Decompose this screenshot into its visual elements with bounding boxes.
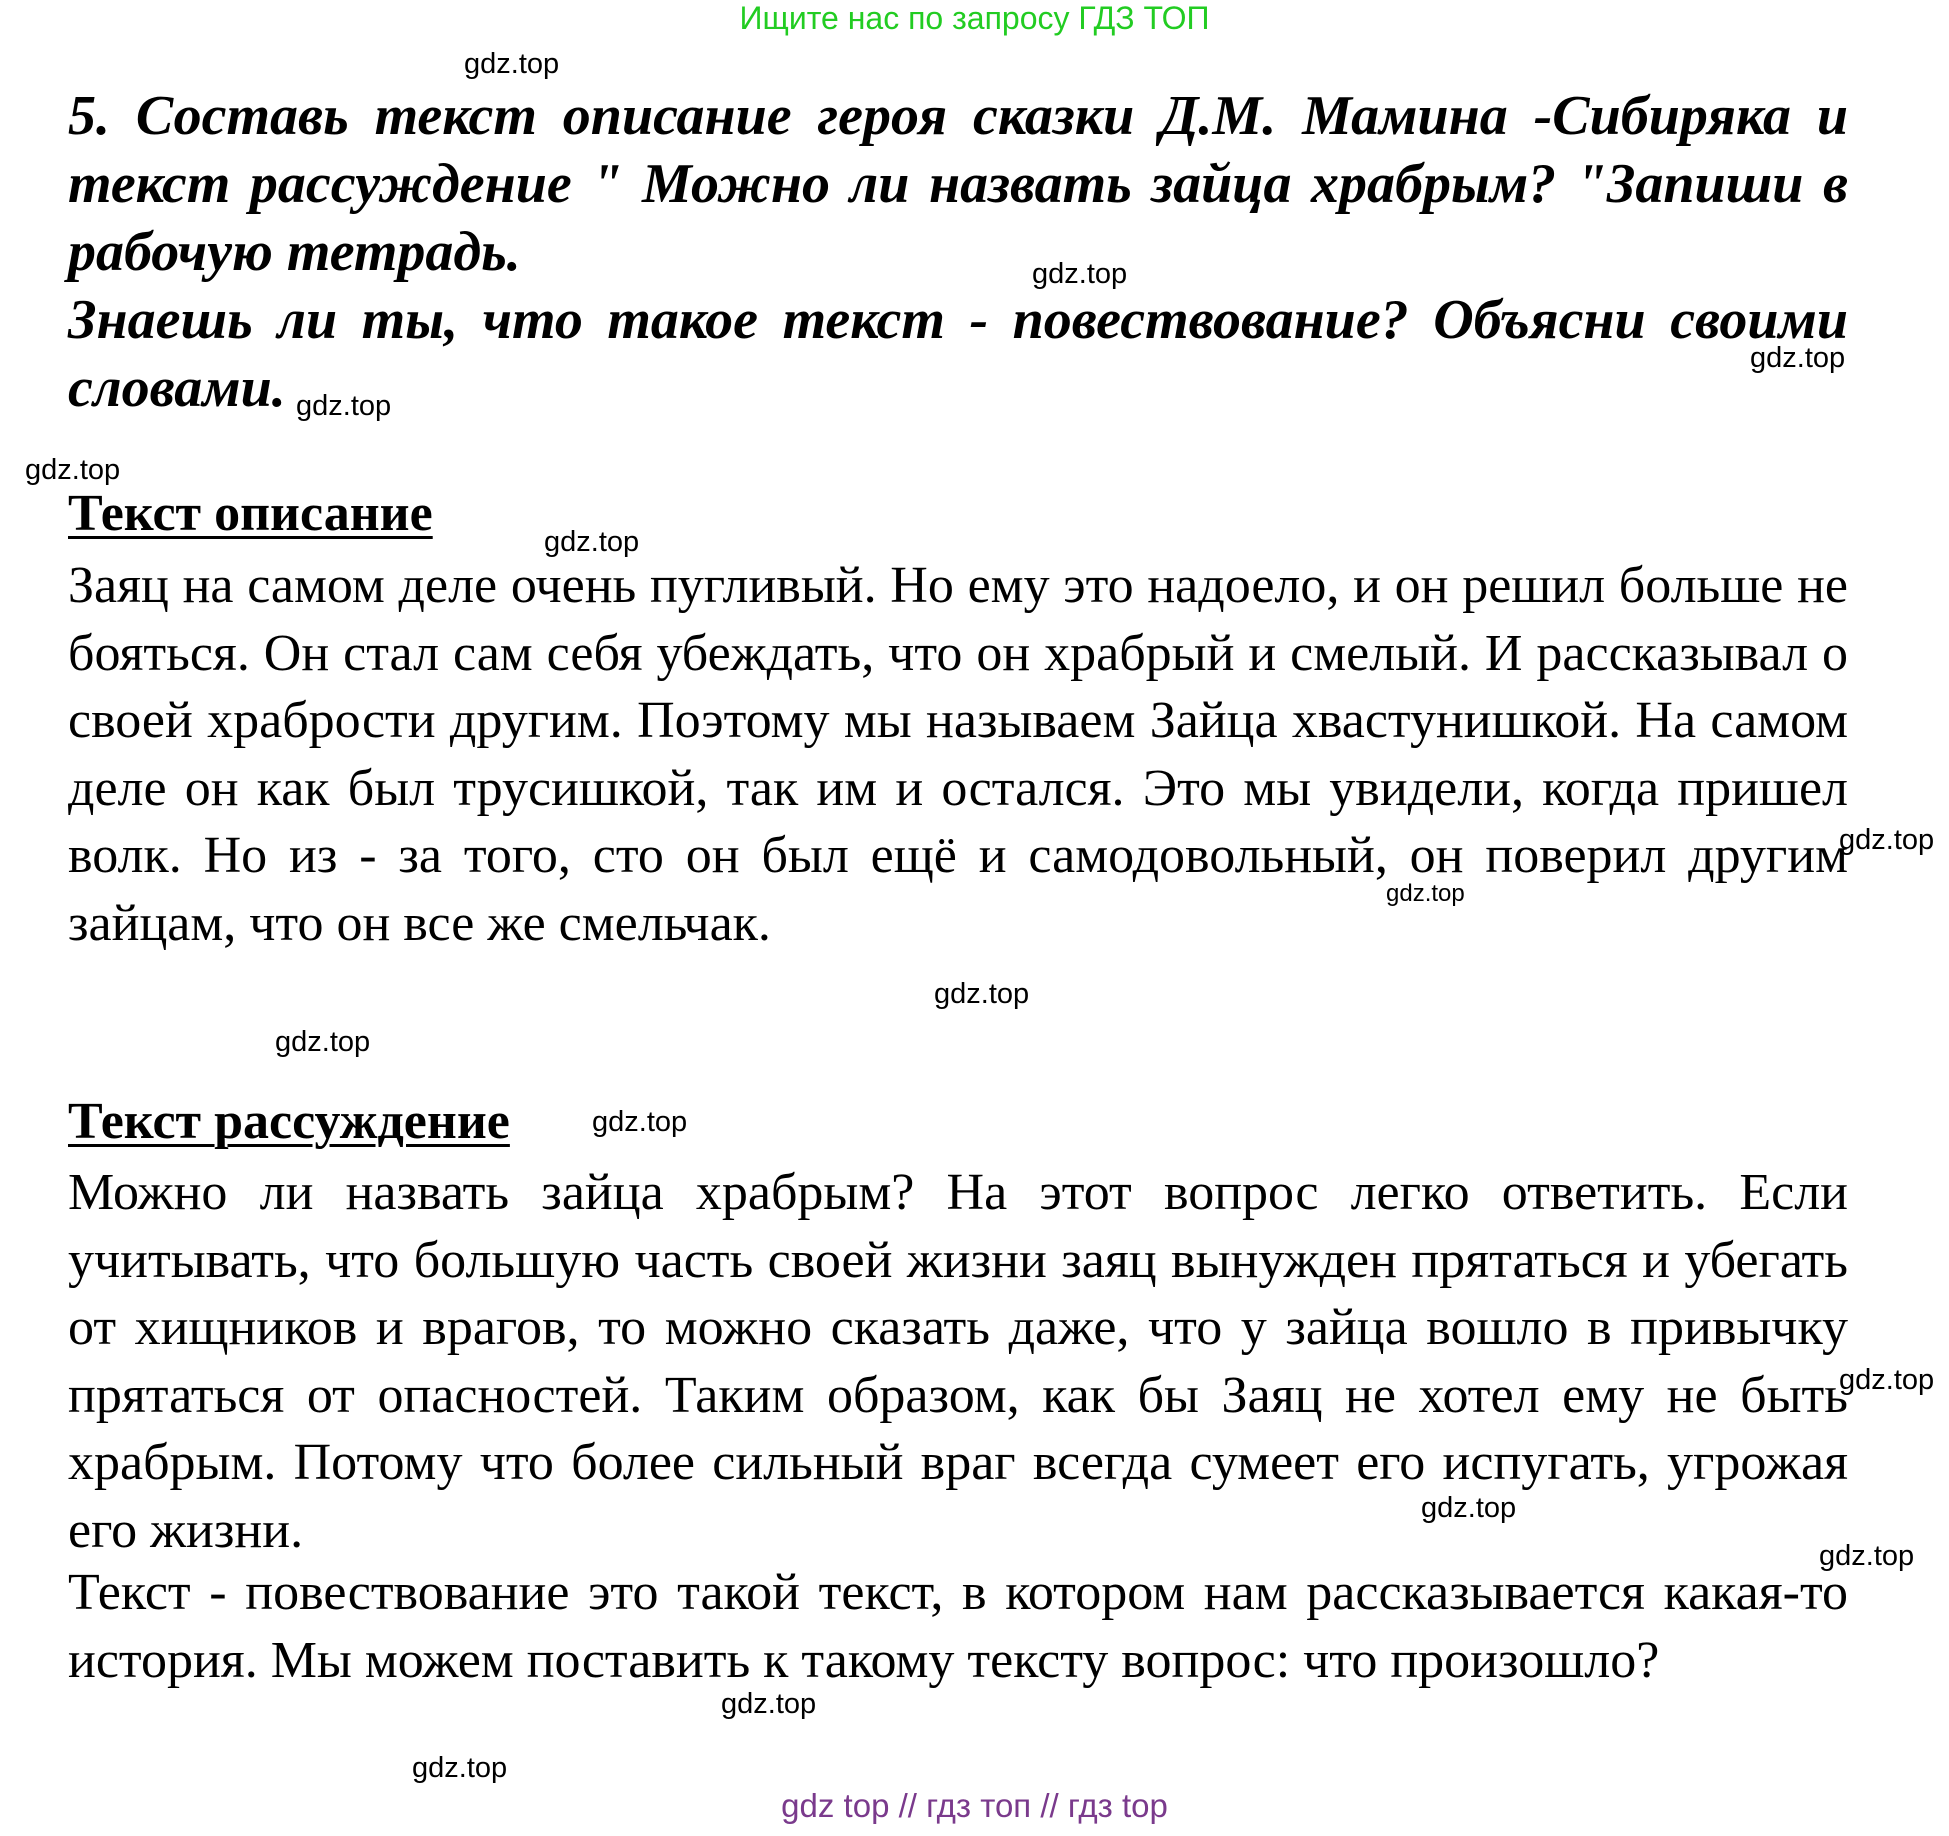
- watermark: gdz.top: [544, 526, 640, 558]
- task-statement: [68, 82, 1848, 422]
- description-text: Заяц на самом деле очень пугливый. Но ему это надоело, и он решил больше не бояться. Он стал сам себя убеждать, что он храбрый и смелый. И рассказывал о своей храбрости другим. Поэтому мы называем Зайца хвастунишкой. На самом деле он как был трусишкой, так им и остался. Это мы увидели, когда пришел волк. Но из - за того, сто он был ещё и самодовольный, он поверил другим зайцам, что он все же смельчак.: [68, 557, 1848, 952]
- watermark: gdz.top: [464, 48, 560, 80]
- watermark: gdz.top: [1839, 1364, 1935, 1396]
- reasoning-heading: Текст рассуждение: [68, 1093, 510, 1150]
- watermark: gdz.top: [1421, 1492, 1517, 1524]
- footer-watermark: gdz top // гдз топ // гдз top: [781, 1787, 1168, 1824]
- narration-text: Текст - повествование это такой текст, в котором нам рассказывается какая-то история. Мы можем поставить к такому тексту вопрос: что произошло?: [68, 1564, 1848, 1689]
- description-heading: Текст описание: [68, 485, 433, 542]
- watermark: gdz.top: [592, 1106, 688, 1138]
- watermark: gdz.top: [412, 1752, 508, 1784]
- watermark: gdz.top: [1839, 824, 1935, 856]
- watermark: gdz.top: [934, 978, 1030, 1010]
- task-text-part2: Знаешь ли ты, что такое текст - повествование? Объясни своими словами.: [68, 289, 1848, 419]
- watermark: gdz.top: [275, 1026, 371, 1058]
- search-banner: Ищите нас по запросу ГДЗ ТОП: [739, 0, 1210, 36]
- watermark: gdz.top: [1032, 258, 1128, 290]
- watermark: gdz.top: [1386, 880, 1465, 907]
- watermark: gdz.top: [25, 454, 121, 486]
- watermark: gdz.top: [1750, 342, 1846, 374]
- watermark: gdz.top: [721, 1688, 817, 1720]
- watermark: gdz.top: [1819, 1540, 1915, 1572]
- watermark: gdz.top: [296, 390, 392, 422]
- reasoning-text: Можно ли назвать зайца храбрым? На этот вопрос легко ответить. Если учитывать, что большую часть своей жизни заяц вынужден прятаться и убегать от хищников и врагов, то можно сказать даже, что у зайца вошло в привычку прятаться от опасностей. Таким образом, как бы Заяц не хотел ему не быть храбрым. Потому что более сильный враг всегда сумеет его испугать, угрожая его жизни.: [68, 1164, 1848, 1559]
- task-text-part1: 5. Составь текст описание героя сказки Д.М. Мамина -Сибиряка и текст рассуждение " Можно ли назвать зайца храбрым? "Запиши в рабочую тетрадь.: [68, 85, 1848, 283]
